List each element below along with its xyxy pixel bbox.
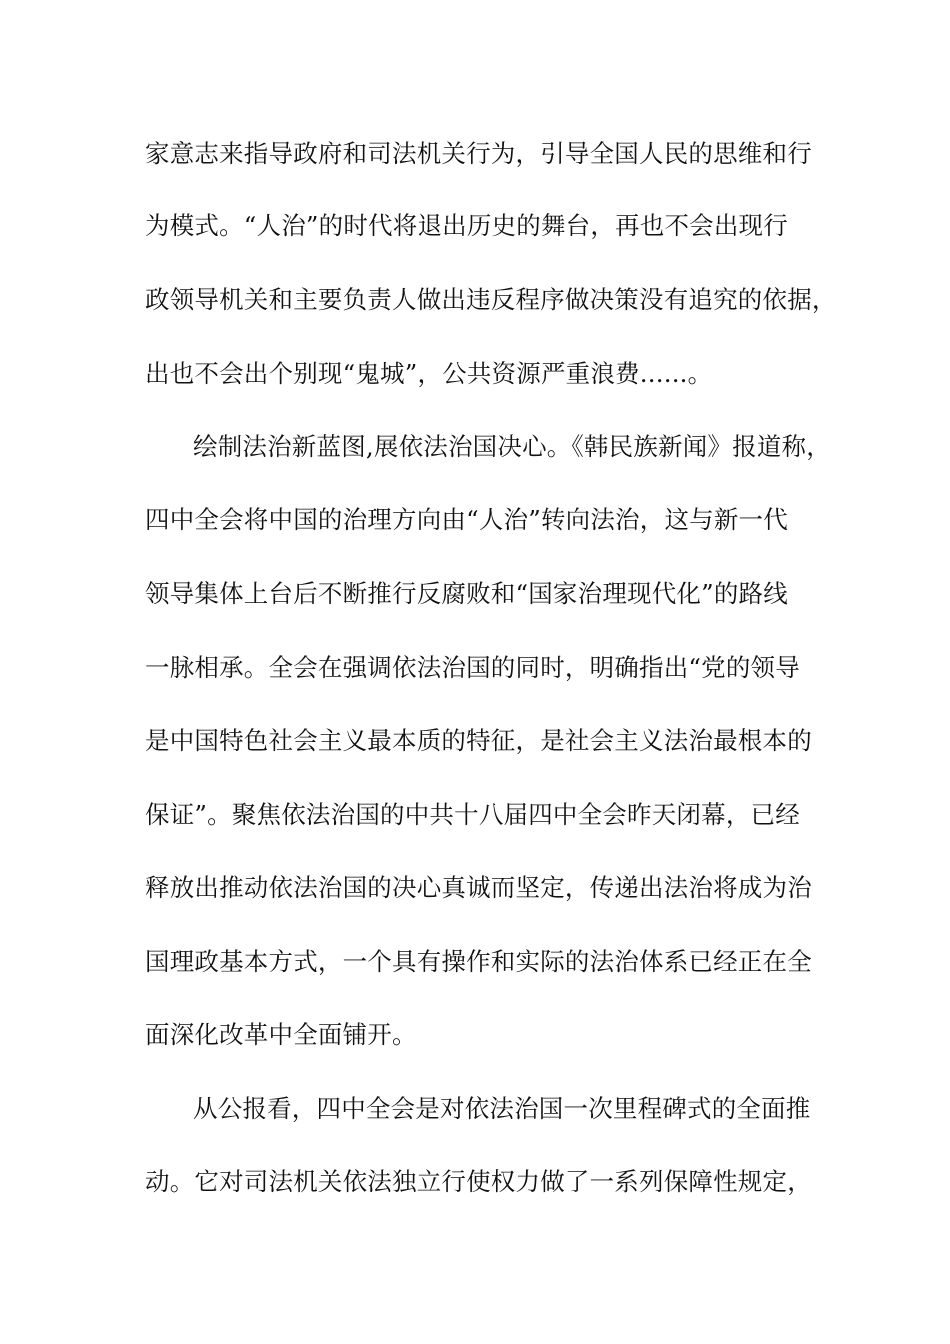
- text-line: 领导集体上台后不断推行反腐败和“国家治理现代化”的路线: [145, 579, 788, 608]
- text-line: 保证”。聚焦依法治国的中共十八届四中全会昨天闭幕，已经: [145, 800, 800, 829]
- text-line: 为模式。“人治”的时代将退出历史的舞台，再也不会出现行: [145, 211, 788, 240]
- text-line: 国理政基本方式，一个具有操作和实际的法治体系已经正在全: [145, 947, 812, 976]
- text-line: 面深化改革中全面铺开。: [145, 1020, 417, 1049]
- text-line: 是中国特色社会主义最本质的特征，是社会主义法治最根本的: [145, 726, 812, 755]
- text-line: 释放出推动依法治国的决心真诚而坚定，传递出法治将成为治: [145, 873, 812, 902]
- text-line: 一脉相承。全会在强调依法治国的同时，明确指出“党的领导: [145, 653, 800, 682]
- text-line: 四中全会将中国的治理方向由“人治”转向法治，这与新一代: [145, 505, 788, 534]
- paragraph-start-line: 从公报看，四中全会是对依法治国一次里程碑式的全面推: [193, 1094, 811, 1123]
- paragraph-start-line: 绘制法治新蓝图,展依法治国决心。《韩民族新闻》报道称，: [193, 432, 831, 461]
- text-line: 家意志来指导政府和司法机关行为，引导全国人民的思维和行: [145, 139, 812, 168]
- text-line: 政领导机关和主要负责人做出违反程序做决策没有追究的依据，: [145, 285, 837, 314]
- text-line: 出也不会出个别现“鬼城”，公共资源严重浪费......。: [145, 359, 713, 388]
- text-line: 动。它对司法机关依法独立行使权力做了一系列保障性规定，: [145, 1167, 812, 1196]
